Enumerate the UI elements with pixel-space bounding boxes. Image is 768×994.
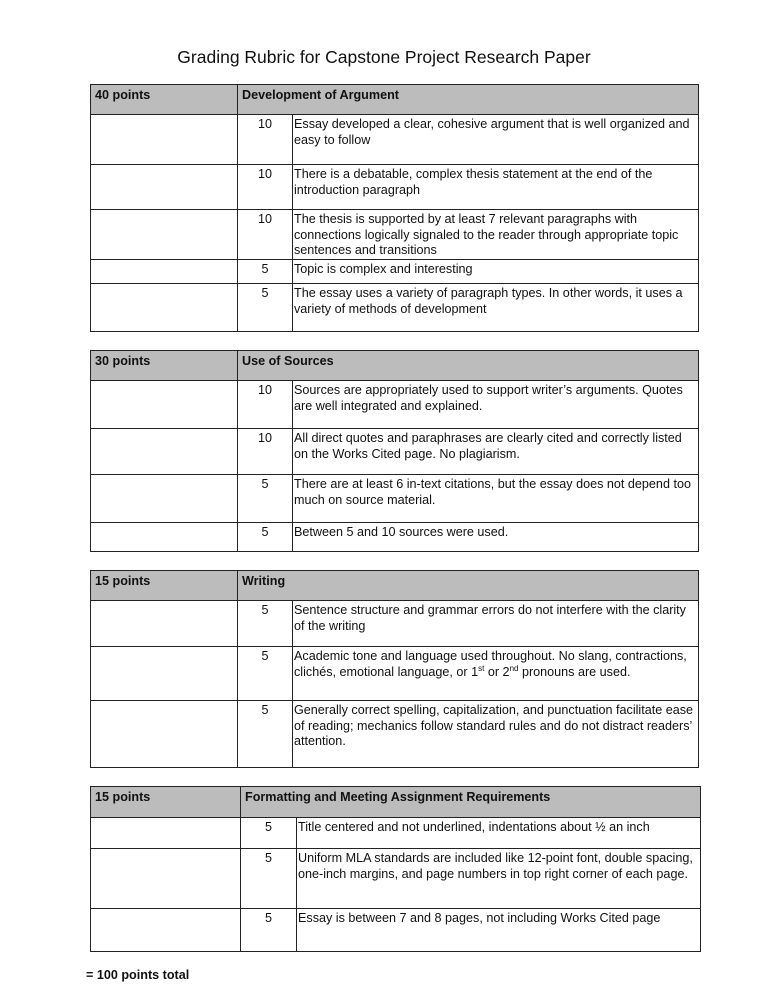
- criterion-text: Title centered and not underlined, indentations about ½ an inch: [297, 818, 701, 849]
- score-cell[interactable]: [91, 115, 238, 165]
- criterion-text: The thesis is supported by at least 7 relevant paragraphs with connections logically signaled to the reader through appropriate topic sentences and transitions: [293, 210, 699, 260]
- rubric-table-3: [90, 570, 699, 768]
- criterion-points: 5: [238, 475, 293, 523]
- score-cell[interactable]: [91, 210, 238, 260]
- section-header: [91, 85, 699, 115]
- criterion-text: All direct quotes and paraphrases are clearly cited and correctly listed on the Works Cited page. No plagiarism.: [293, 429, 699, 475]
- criterion-text: Sources are appropriately used to support writer’s arguments. Quotes are well integrated and explained.: [293, 381, 699, 429]
- criterion-text: There are at least 6 in-text citations, but the essay does not depend too much on source material.: [293, 475, 699, 523]
- criterion-points: 5: [241, 909, 297, 952]
- criterion-points: 5: [238, 647, 293, 701]
- criterion-points: 5: [241, 849, 297, 909]
- criterion-row: [91, 210, 699, 260]
- score-cell[interactable]: [91, 429, 238, 475]
- page-title: Grading Rubric for Capstone Project Research Paper: [177, 47, 591, 67]
- criterion-text: Academic tone and language used throughout. No slang, contractions, clichés, emotional language, or 1st or 2nd pronouns are used.: [293, 647, 699, 701]
- score-cell[interactable]: [91, 284, 238, 332]
- criterion-text: There is a debatable, complex thesis statement at the end of the introduction paragraph: [293, 165, 699, 210]
- criterion-points: 10: [238, 115, 293, 165]
- criterion-row: [91, 909, 701, 952]
- criterion-text: Generally correct spelling, capitalization, and punctuation facilitate ease of reading; mechanics follow standard rules and do not distract readers’ attention.: [293, 701, 699, 768]
- score-cell[interactable]: [91, 523, 238, 552]
- criterion-row: [91, 475, 699, 523]
- criterion-row: [91, 701, 699, 768]
- criterion-row: [91, 849, 701, 909]
- score-cell[interactable]: [91, 260, 238, 284]
- criterion-text: Essay is between 7 and 8 pages, not including Works Cited page: [297, 909, 701, 952]
- criterion-row: [91, 601, 699, 647]
- criterion-points: 5: [238, 260, 293, 284]
- section-heading: Formatting and Meeting Assignment Requirements: [241, 787, 701, 818]
- section-heading: Use of Sources: [238, 351, 699, 381]
- rubric-table-2: [90, 350, 699, 552]
- section-points: 15 points: [91, 571, 238, 601]
- score-cell[interactable]: [91, 165, 238, 210]
- criterion-row: [91, 647, 699, 701]
- criterion-text: Between 5 and 10 sources were used.: [293, 523, 699, 552]
- score-cell[interactable]: [91, 601, 238, 647]
- section-points: 30 points: [91, 351, 238, 381]
- section-points: 40 points: [91, 85, 238, 115]
- criterion-points: 5: [238, 701, 293, 768]
- criterion-text: Essay developed a clear, cohesive argument that is well organized and easy to follow: [293, 115, 699, 165]
- score-cell[interactable]: [91, 475, 238, 523]
- criterion-points: 10: [238, 210, 293, 260]
- score-cell[interactable]: [91, 701, 238, 768]
- criterion-row: [91, 284, 699, 332]
- criterion-row: [91, 429, 699, 475]
- score-cell[interactable]: [91, 381, 238, 429]
- criterion-points: 10: [238, 165, 293, 210]
- score-cell[interactable]: [91, 849, 241, 909]
- criterion-points: 5: [238, 284, 293, 332]
- total-points: = 100 points total: [86, 968, 190, 982]
- criterion-points: 10: [238, 429, 293, 475]
- score-cell[interactable]: [91, 909, 241, 952]
- criterion-points: 5: [241, 818, 297, 849]
- score-cell[interactable]: [91, 647, 238, 701]
- section-points: 15 points: [91, 787, 241, 818]
- criterion-row: [91, 115, 699, 165]
- criterion-points: 5: [238, 601, 293, 647]
- criterion-row: [91, 260, 699, 284]
- criterion-row: [91, 818, 701, 849]
- criterion-points: 10: [238, 381, 293, 429]
- criterion-text: Sentence structure and grammar errors do not interfere with the clarity of the writing: [293, 601, 699, 647]
- rubric-table-1: [90, 84, 699, 332]
- rubric-table-4: [90, 786, 701, 952]
- section-header: [91, 351, 699, 381]
- criterion-text: Uniform MLA standards are included like 12-point font, double spacing, one-inch margins, and page numbers in top right corner of each page.: [297, 849, 701, 909]
- score-cell[interactable]: [91, 818, 241, 849]
- criterion-points: 5: [238, 523, 293, 552]
- section-header: [91, 787, 701, 818]
- criterion-row: [91, 165, 699, 210]
- section-heading: Development of Argument: [238, 85, 699, 115]
- criterion-row: [91, 523, 699, 552]
- criterion-text: The essay uses a variety of paragraph types. In other words, it uses a variety of methods of development: [293, 284, 699, 332]
- section-heading: Writing: [238, 571, 699, 601]
- section-header: [91, 571, 699, 601]
- criterion-text: Topic is complex and interesting: [293, 260, 699, 284]
- criterion-row: [91, 381, 699, 429]
